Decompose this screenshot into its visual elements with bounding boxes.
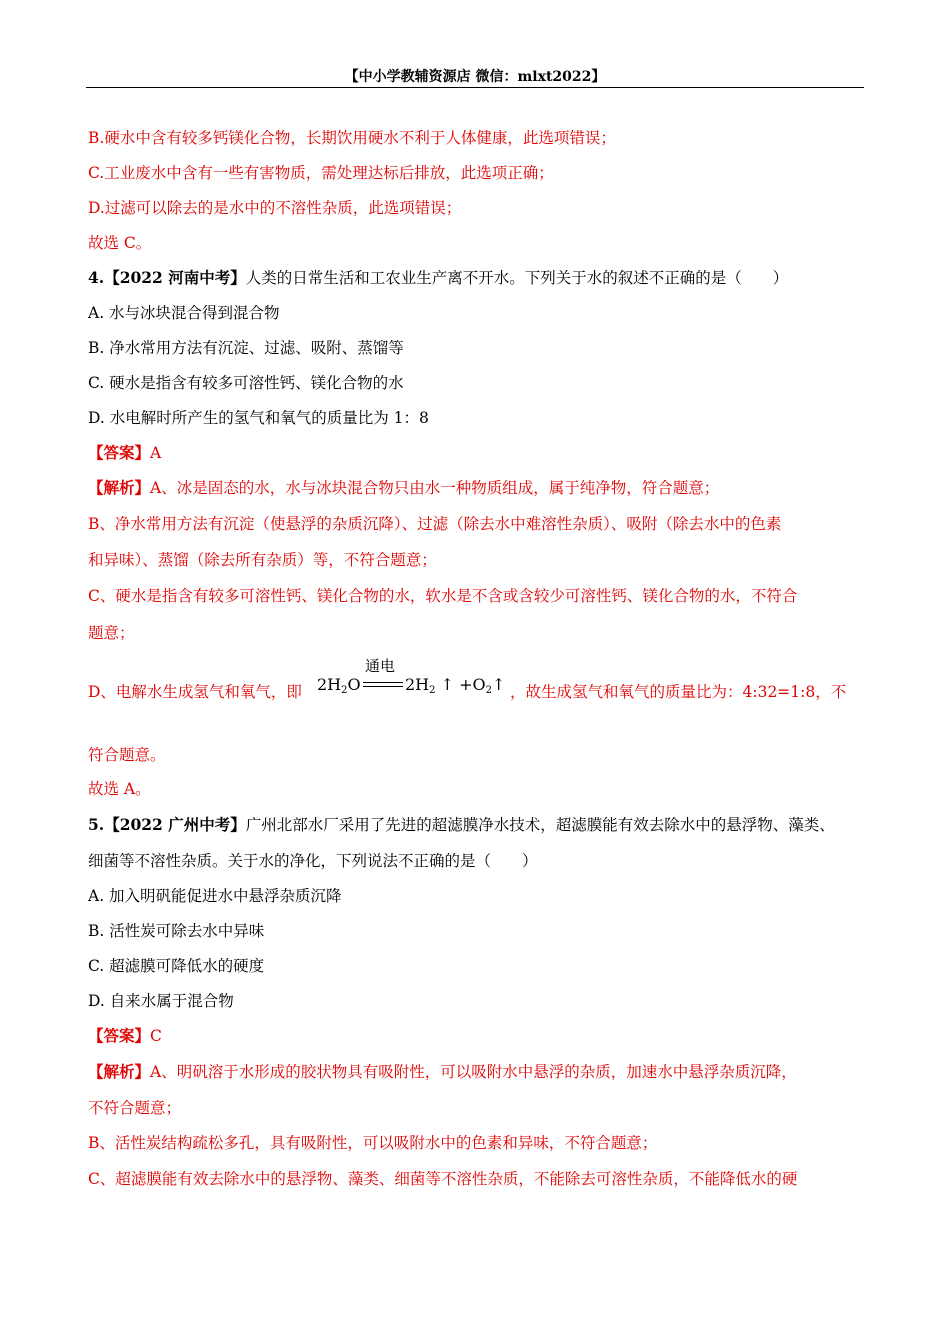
equation-double-bar-bottom [363, 686, 403, 687]
q5-stem-text1: 广州北部水厂采用了先进的超滤膜净水技术，超滤膜能有效去除水中的悬浮物、藻类、 [245, 816, 835, 834]
q4-analysis-a-text: A、冰是固态的水，水与冰块混合物只由水一种物质组成，属于纯净物，符合题意； [150, 479, 720, 497]
prev-conclusion: 故选 C。 [88, 234, 152, 252]
q5-analysis-a1-text: A、明矾溶于水形成的胶状物具有吸附性，可以吸附水中悬浮的杂质，加速水中悬浮杂质沉降， [150, 1063, 797, 1081]
q4-tag: 【2022 河南中考】 [104, 268, 246, 287]
q5-analysis-c1: C、超滤膜能有效去除水中的悬浮物、藻类、细菌等不溶性杂质，不能除去可溶性杂质，不能降低水的硬 [88, 1170, 798, 1188]
q5-answer-value: C [150, 1027, 162, 1045]
q5-analysis-a2: 不符合题意； [88, 1099, 182, 1117]
q5-stem-line2: 细菌等不溶性杂质。关于水的净化，下列说法不正确的是（ ） [88, 852, 538, 870]
q5-number: 5. [88, 815, 105, 834]
prev-analysis-c: C.工业废水中含有一些有害物质，需处理达标后排放，此选项正确； [88, 164, 554, 182]
q5-analysis-b: B、活性炭结构疏松多孔，具有吸附性，可以吸附水中的色素和异味，不符合题意； [88, 1134, 658, 1152]
q4-number: 4. [88, 268, 105, 287]
q4-option-a: A. 水与冰块混合得到混合物 [88, 304, 280, 322]
q5-option-b: B. 活性炭可除去水中异味 [88, 922, 265, 940]
q4-analysis-d-after: ，故生成氢气和氧气的质量比为：4:32=1:8，不 [510, 683, 847, 701]
q5-analysis-a1 [88, 1062, 797, 1082]
q4-conclusion: 故选 A。 [88, 780, 151, 798]
q5-stem-line1 [88, 815, 835, 835]
equation-products: $2H_2$ ↑ $+O_2↑$ [405, 675, 506, 696]
page-header: 【中小学教辅资源店 微信：mlxt2022】 [344, 69, 606, 85]
electrolysis-equation [317, 655, 507, 703]
equation-condition: 通电 [365, 657, 396, 675]
q4-answer-value: A [150, 444, 162, 462]
header-divider [86, 87, 864, 88]
prev-analysis-b: B.硬水中含有较多钙镁化合物，长期饮用硬水不利于人体健康，此选项错误； [88, 129, 616, 147]
q4-stem [88, 268, 788, 288]
prev-analysis-d: D.过滤可以除去的是水中的不溶性杂质，此选项错误； [88, 199, 462, 217]
q4-stem-text: 人类的日常生活和工农业生产离不开水。下列关于水的叙述不正确的是（ ） [245, 269, 789, 287]
q5-answer-tag: 【答案】 [88, 1026, 151, 1045]
equation-double-bar-top [363, 682, 403, 683]
q4-analysis-c2: 题意； [88, 624, 135, 642]
q4-analysis-tag: 【解析】 [88, 478, 151, 497]
q4-analysis-d-cont: 符合题意。 [88, 746, 166, 764]
equation-reactant: $2H_2O$ [317, 675, 361, 696]
q4-option-b: B. 净水常用方法有沉淀、过滤、吸附、蒸馏等 [88, 339, 404, 357]
q5-analysis-tag: 【解析】 [88, 1062, 151, 1081]
q5-option-a: A. 加入明矾能促进水中悬浮杂质沉降 [88, 887, 342, 905]
q5-option-c: C. 超滤膜可降低水的硬度 [88, 957, 265, 975]
q4-answer-tag: 【答案】 [88, 443, 151, 462]
q4-analysis-b2: 和异味）、蒸馏（除去所有杂质）等，不符合题意； [88, 551, 437, 569]
q5-option-d: D. 自来水属于混合物 [88, 992, 234, 1010]
q4-option-c: C. 硬水是指含有较多可溶性钙、镁化合物的水 [88, 374, 404, 392]
q4-answer [88, 443, 161, 463]
q4-analysis-c1: C、硬水是指含有较多可溶性钙、镁化合物的水，软水是不含或含较少可溶性钙、镁化合物的水，不符合 [88, 587, 798, 605]
q5-tag: 【2022 广州中考】 [104, 815, 246, 834]
q4-analysis-d-before: D、电解水生成氢气和氧气，即 [88, 683, 302, 701]
q4-analysis-a [88, 478, 719, 498]
q5-answer [88, 1026, 162, 1046]
q4-analysis-b1: B、净水常用方法有沉淀（使悬浮的杂质沉降）、过滤（除去水中难溶性杂质）、吸附（除去水中的色素 [88, 515, 782, 533]
q4-option-d: D. 水电解时所产生的氢气和氧气的质量比为 1：8 [88, 409, 429, 427]
